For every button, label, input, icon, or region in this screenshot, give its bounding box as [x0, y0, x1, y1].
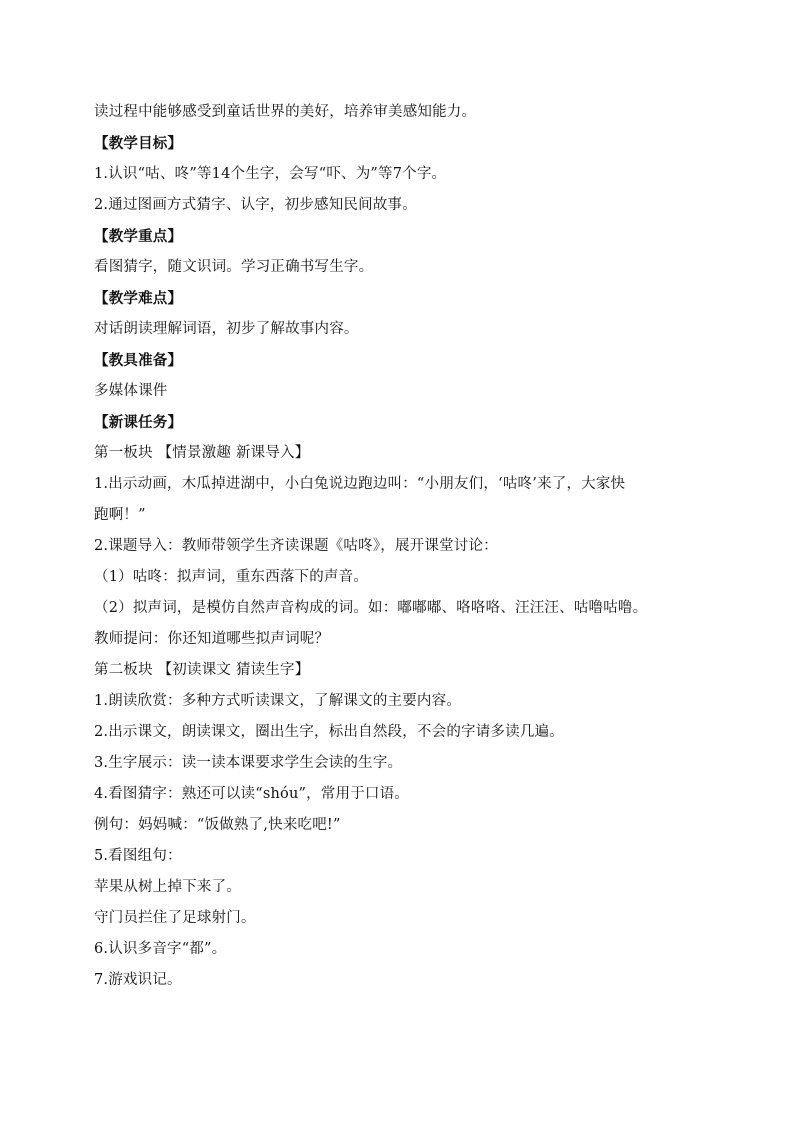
sentence-goalkeeper: 守门员拦住了足球射门。 [94, 910, 256, 926]
heading-materials: 【教具准备】 [94, 352, 183, 369]
heading-difficulties: 【教学难点】 [94, 290, 183, 307]
goal-item-2: 2.通过图画方式猜字、认字，初步感知民间故事。 [94, 197, 417, 213]
section-one-item-2: 2.课题导入：教师带领学生齐读课题《咕咚》，展开课堂讨论： [94, 538, 498, 554]
example-sentence: 例句：妈妈喊：“饭做熟了,快来吃吧!” [94, 817, 341, 833]
sentence-apple: 苹果从树上掉下来了。 [94, 879, 241, 895]
section-two-item-3: 3.生字展示：读一读本课要求学生会读的生字。 [94, 755, 403, 771]
section-two-item-1: 1.朗读欣赏：多种方式听读课文，了解课文的主要内容。 [94, 693, 462, 709]
heading-teaching-goals: 【教学目标】 [94, 135, 183, 152]
difficulties-text: 对话朗读理解词语，初步了解故事内容。 [94, 321, 359, 337]
section-two-item-4: 4.看图猜字：熟还可以读“shóu”，常用于口语。 [94, 786, 410, 802]
section-two-item-6: 6.认识多音字“都”。 [94, 941, 227, 957]
heading-new-lesson: 【新课任务】 [94, 414, 183, 431]
heading-key-points: 【教学重点】 [94, 228, 183, 245]
document-body [94, 97, 714, 996]
teacher-question: 教师提问：你还知道哪些拟声词呢？ [94, 631, 330, 647]
paragraph-intro: 读过程中能够感受到童话世界的美好，培养审美感知能力。 [94, 104, 477, 120]
section-one-item-1-cont: 跑啊！” [94, 507, 146, 523]
section-two-title: 第二板块 【初读课文 猜读生字】 [94, 662, 310, 678]
materials-text: 多媒体课件 [94, 383, 168, 399]
section-one-item-1: 1.出示动画，木瓜掉进湖中，小白兔说边跑边叫：“小朋友们，‘咕咚’来了，大家快 [94, 476, 626, 492]
key-points-text: 看图猜字，随文识词。学习正确书写生字。 [94, 259, 374, 275]
section-two-item-5: 5.看图组句： [94, 848, 182, 864]
section-one-sub-2: （2）拟声词，是模仿自然声音构成的词。如：嘟嘟嘟、咯咯咯、汪汪汪、咕噜咕噜。 [94, 600, 648, 616]
section-one-sub-1: （1）咕咚：拟声词，重东西落下的声音。 [94, 569, 369, 585]
section-two-item-2: 2.出示课文，朗读课文，圈出生字，标出自然段，不会的字请多读几遍。 [94, 724, 564, 740]
goal-item-1: 1.认识“咕、咚”等14个生字，会写“吓、为”等7个字。 [94, 166, 447, 182]
section-one-title: 第一板块 【情景激趣 新课导入】 [94, 445, 310, 461]
section-two-item-7: 7.游戏识记。 [94, 972, 182, 988]
